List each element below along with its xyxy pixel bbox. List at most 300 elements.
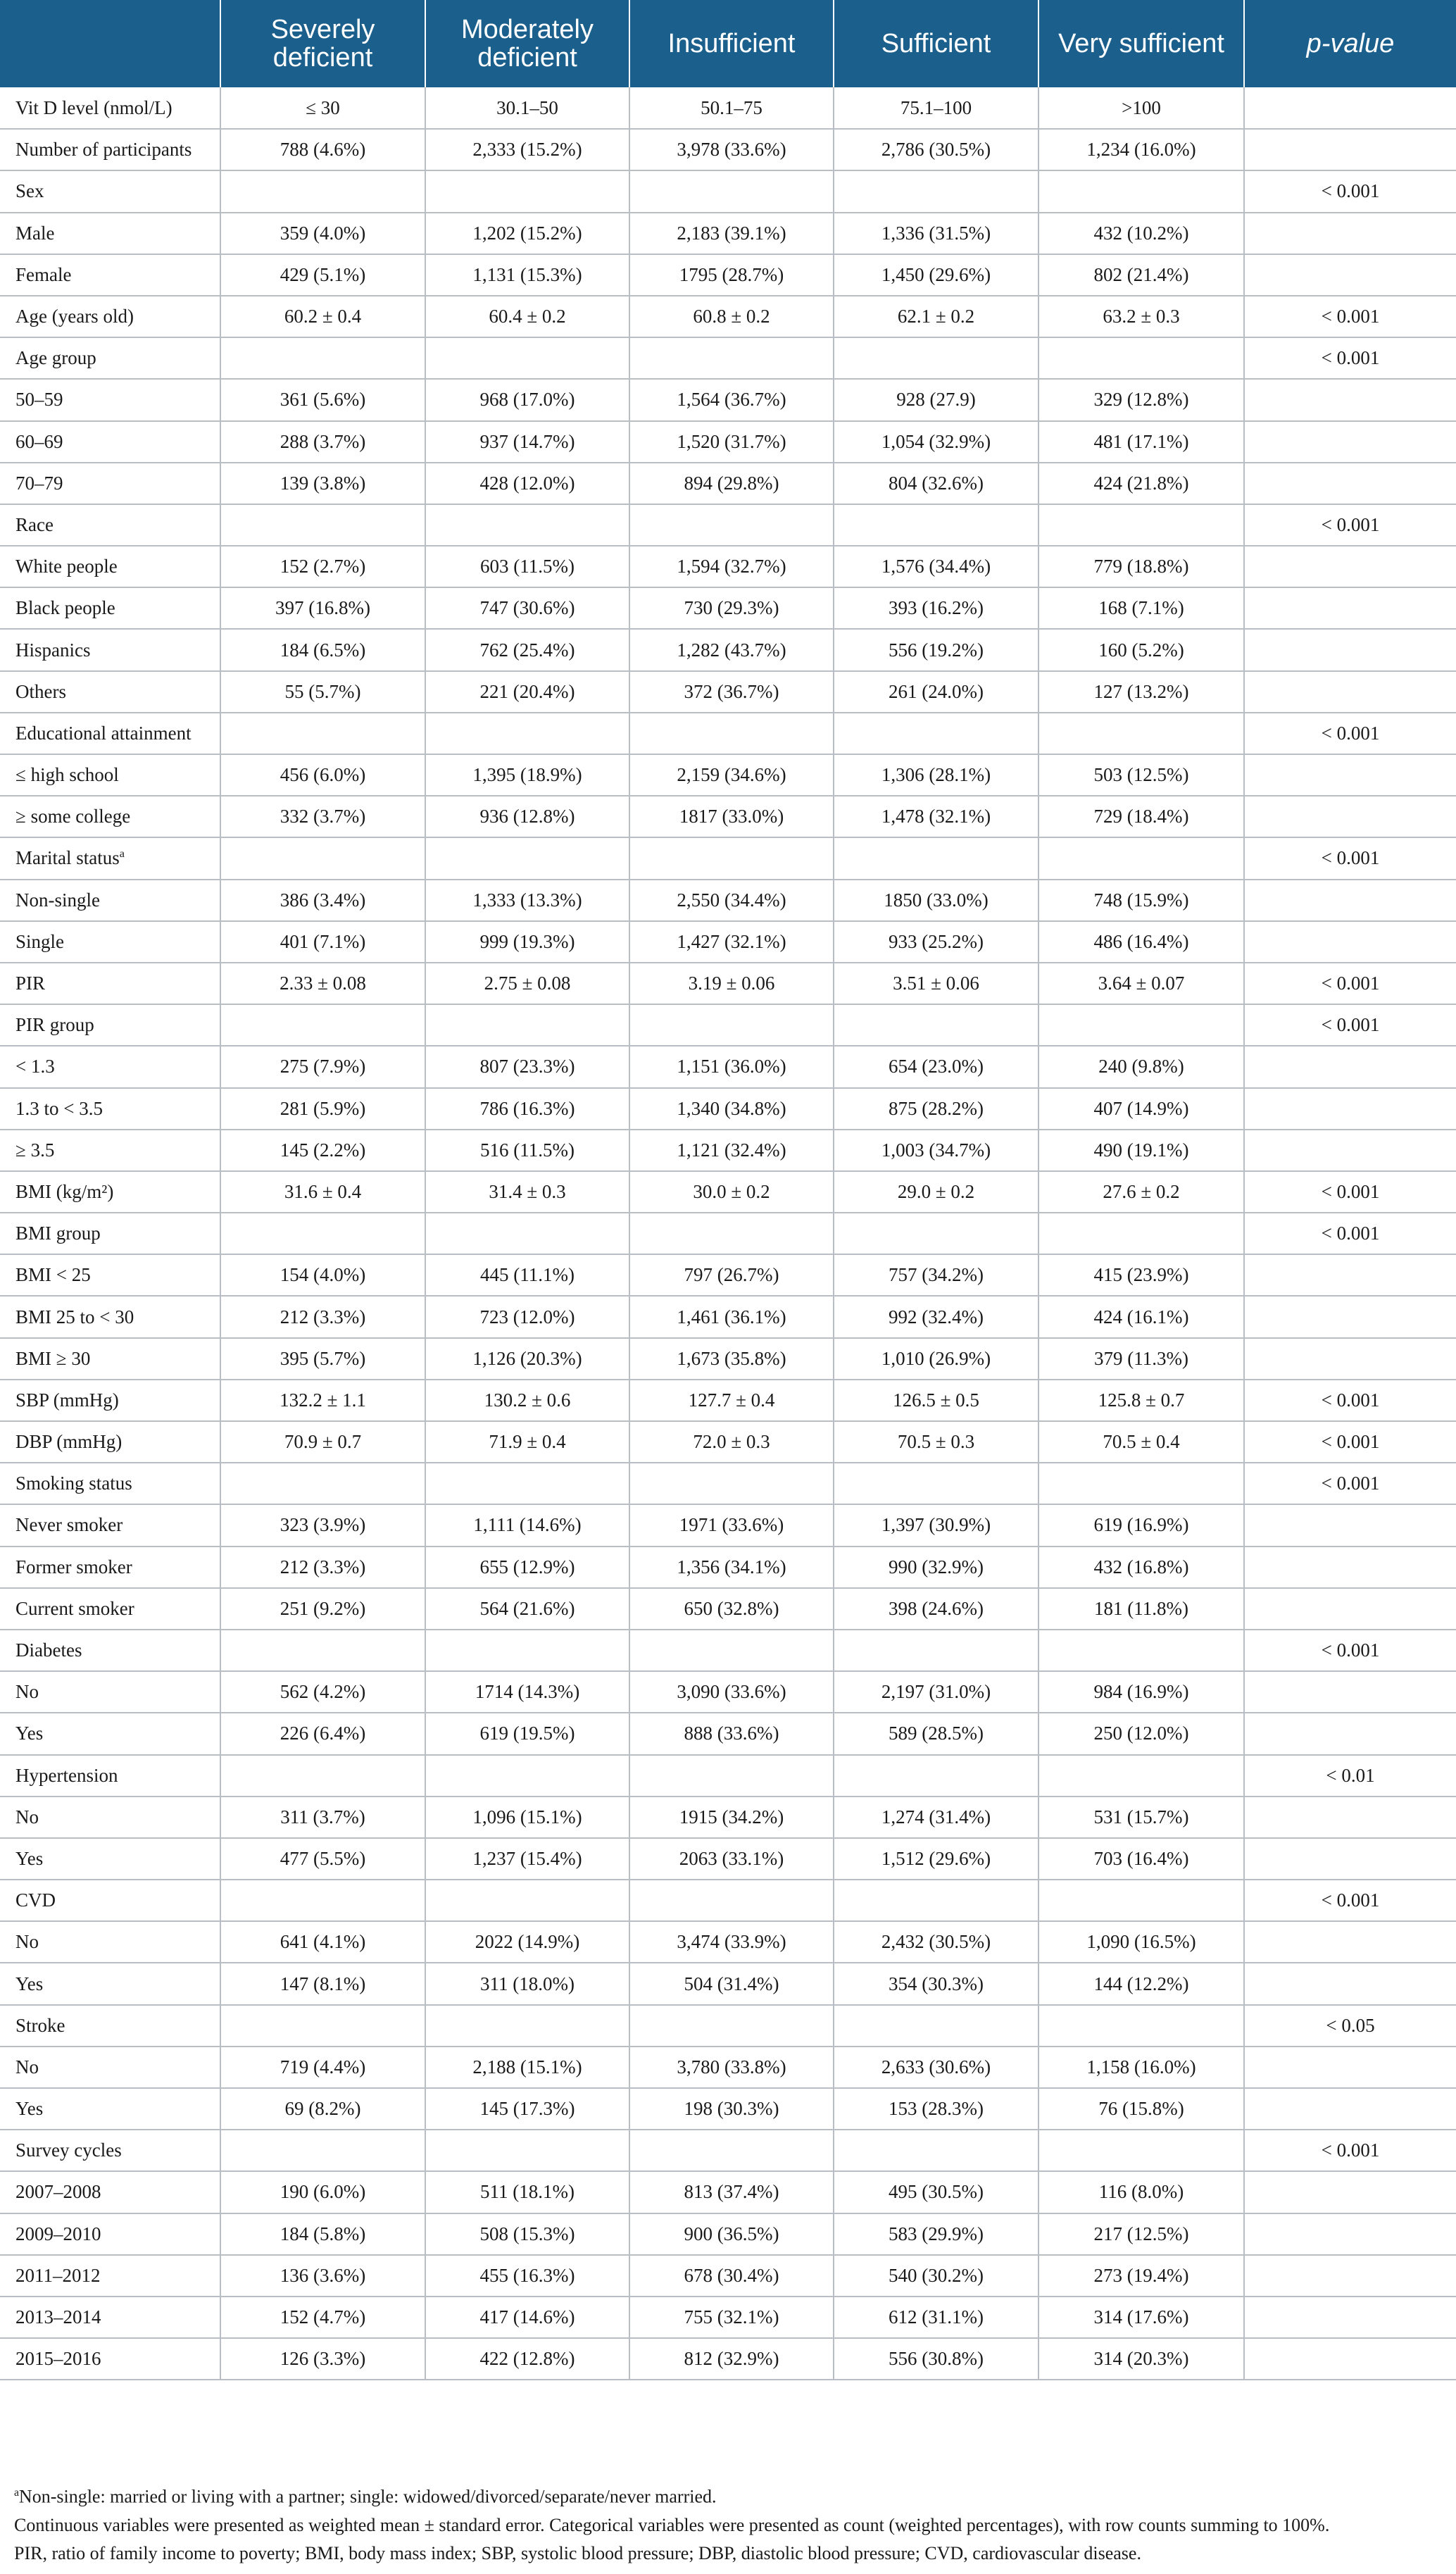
row-label: ≤ high school	[0, 754, 220, 796]
table-cell	[1244, 1838, 1456, 1880]
column-header-6: p-value	[1244, 0, 1456, 87]
table-cell	[220, 337, 425, 379]
table-cell: 27.6 ± 0.2	[1038, 1171, 1244, 1213]
table-cell: 968 (17.0%)	[425, 379, 629, 420]
table-cell	[1244, 1963, 1456, 2004]
table-cell: 813 (37.4%)	[629, 2171, 834, 2213]
table-cell: 359 (4.0%)	[220, 213, 425, 254]
table-cell: 181 (11.8%)	[1038, 1588, 1244, 1630]
table-cell	[425, 1630, 629, 1671]
table-cell: 275 (7.9%)	[220, 1046, 425, 1087]
table-cell: 212 (3.3%)	[220, 1547, 425, 1588]
table-cell: 75.1–100	[834, 87, 1038, 129]
row-label: ≥ 3.5	[0, 1130, 220, 1171]
table-cell: 395 (5.7%)	[220, 1338, 425, 1380]
table-cell: 1795 (28.7%)	[629, 254, 834, 296]
table-cell	[220, 2130, 425, 2171]
row-label: Single	[0, 921, 220, 963]
table-cell: 323 (3.9%)	[220, 1504, 425, 1546]
table-cell: 281 (5.9%)	[220, 1088, 425, 1130]
table-cell: 888 (33.6%)	[629, 1713, 834, 1754]
table-row	[0, 170, 1456, 212]
table-cell	[834, 337, 1038, 379]
table-cell	[425, 1880, 629, 1921]
table-cell: 650 (32.8%)	[629, 1588, 834, 1630]
table-cell: 116 (8.0%)	[1038, 2171, 1244, 2213]
table-cell: 76 (15.8%)	[1038, 2088, 1244, 2130]
table-row	[0, 2005, 1456, 2047]
table-row	[0, 1630, 1456, 1671]
table-cell	[1244, 921, 1456, 963]
table-cell: 1,450 (29.6%)	[834, 254, 1038, 296]
table-cell: < 0.001	[1244, 1463, 1456, 1504]
table-row	[0, 754, 1456, 796]
column-header-2: Moderately deficient	[425, 0, 629, 87]
table-cell	[834, 1880, 1038, 1921]
table-cell: 1,395 (18.9%)	[425, 754, 629, 796]
column-header-3: Insufficient	[629, 0, 834, 87]
table-cell: 70.5 ± 0.3	[834, 1421, 1038, 1463]
table-cell: 875 (28.2%)	[834, 1088, 1038, 1130]
table-cell	[425, 170, 629, 212]
table-cell	[1038, 2130, 1244, 2171]
table-cell: 2022 (14.9%)	[425, 1921, 629, 1963]
table-cell: 1,282 (43.7%)	[629, 629, 834, 670]
table-cell: 1,111 (14.6%)	[425, 1504, 629, 1546]
table-row	[0, 1755, 1456, 1797]
table-cell: 3,780 (33.8%)	[629, 2047, 834, 2088]
row-label: PIR	[0, 963, 220, 1004]
table-cell: 3,978 (33.6%)	[629, 129, 834, 170]
table-cell: 50.1–75	[629, 87, 834, 129]
row-label: Non-single	[0, 880, 220, 921]
row-label: 70–79	[0, 463, 220, 504]
table-cell: 153 (28.3%)	[834, 2088, 1038, 2130]
table-cell: 3,474 (33.9%)	[629, 1921, 834, 1963]
table-cell: 786 (16.3%)	[425, 1088, 629, 1130]
table-cell: 495 (30.5%)	[834, 2171, 1038, 2213]
table-row	[0, 921, 1456, 963]
table-cell: 2,188 (15.1%)	[425, 2047, 629, 2088]
table-cell: 168 (7.1%)	[1038, 587, 1244, 629]
row-label: < 1.3	[0, 1046, 220, 1087]
table-cell	[1244, 2213, 1456, 2255]
table-cell: 361 (5.6%)	[220, 379, 425, 420]
table-row	[0, 546, 1456, 587]
table-cell: 936 (12.8%)	[425, 796, 629, 837]
table-cell: < 0.001	[1244, 1171, 1456, 1213]
footnote-marital-text: Non-single: married or living with a partner; single: widowed/divorced/separate/never married.	[18, 2486, 717, 2507]
table-cell	[1244, 629, 1456, 670]
table-cell: 70.9 ± 0.7	[220, 1421, 425, 1463]
table-cell: 481 (17.1%)	[1038, 421, 1244, 463]
row-label: BMI < 25	[0, 1254, 220, 1296]
table-row	[0, 213, 1456, 254]
table-cell: 556 (30.8%)	[834, 2338, 1038, 2380]
table-cell: 432 (10.2%)	[1038, 213, 1244, 254]
table-cell: 1,673 (35.8%)	[629, 1338, 834, 1380]
table-cell	[1244, 796, 1456, 837]
table-cell: 136 (3.6%)	[220, 2255, 425, 2297]
table-cell: 311 (3.7%)	[220, 1797, 425, 1838]
table-cell: < 0.001	[1244, 1421, 1456, 1463]
table-cell: 127.7 ± 0.4	[629, 1380, 834, 1421]
table-cell: < 0.001	[1244, 1213, 1456, 1254]
table-cell: 804 (32.6%)	[834, 463, 1038, 504]
table-cell: 654 (23.0%)	[834, 1046, 1038, 1087]
table-cell	[1244, 2338, 1456, 2380]
table-row	[0, 129, 1456, 170]
table-cell	[629, 1213, 834, 1254]
row-label: Diabetes	[0, 1630, 220, 1671]
table-row	[0, 1213, 1456, 1254]
table-cell	[1038, 2005, 1244, 2047]
table-cell	[1244, 213, 1456, 254]
table-cell	[1244, 1547, 1456, 1588]
row-label: PIR group	[0, 1004, 220, 1046]
table-cell: 807 (23.3%)	[425, 1046, 629, 1087]
table-cell	[629, 2130, 834, 2171]
row-label: 2011–2012	[0, 2255, 220, 2297]
table-cell: 1,131 (15.3%)	[425, 254, 629, 296]
table-cell	[1244, 2047, 1456, 2088]
footnote-marital	[14, 2479, 1443, 2511]
table-cell: 398 (24.6%)	[834, 1588, 1038, 1630]
table-cell: 562 (4.2%)	[220, 1671, 425, 1713]
table-cell: 730 (29.3%)	[629, 587, 834, 629]
table-cell: 603 (11.5%)	[425, 546, 629, 587]
table-cell: 30.1–50	[425, 87, 629, 129]
table-cell	[1244, 1588, 1456, 1630]
table-cell: < 0.001	[1244, 1380, 1456, 1421]
table-cell: 2063 (33.1%)	[629, 1838, 834, 1880]
table-cell: 217 (12.5%)	[1038, 2213, 1244, 2255]
table-row	[0, 87, 1456, 129]
table-row	[0, 587, 1456, 629]
table-cell: 1,151 (36.0%)	[629, 1046, 834, 1087]
table-cell: 429 (5.1%)	[220, 254, 425, 296]
table-cell	[425, 1004, 629, 1046]
footnote-marker: a	[14, 2487, 19, 2499]
table-cell: 144 (12.2%)	[1038, 1963, 1244, 2004]
table-cell: 990 (32.9%)	[834, 1547, 1038, 1588]
table-cell: 984 (16.9%)	[1038, 1671, 1244, 1713]
table-cell: 2,197 (31.0%)	[834, 1671, 1038, 1713]
row-label: Survey cycles	[0, 2130, 220, 2171]
table-cell	[1038, 837, 1244, 879]
table-cell	[629, 1630, 834, 1671]
table-cell	[629, 1463, 834, 1504]
row-label: Male	[0, 213, 220, 254]
table-cell	[629, 1755, 834, 1797]
table-row	[0, 1838, 1456, 1880]
table-cell: 748 (15.9%)	[1038, 880, 1244, 921]
table-cell: 1,054 (32.9%)	[834, 421, 1038, 463]
column-header-1: Severely deficient	[220, 0, 425, 87]
table-cell: 69 (8.2%)	[220, 2088, 425, 2130]
table-cell: 190 (6.0%)	[220, 2171, 425, 2213]
table-cell: 1,333 (13.3%)	[425, 880, 629, 921]
table-cell: 762 (25.4%)	[425, 629, 629, 670]
table-cell: 2,159 (34.6%)	[629, 754, 834, 796]
table-cell	[629, 713, 834, 754]
table-cell: 1,427 (32.1%)	[629, 921, 834, 963]
table-cell	[1244, 1046, 1456, 1087]
table-cell: 332 (3.7%)	[220, 796, 425, 837]
table-cell: 894 (29.8%)	[629, 463, 834, 504]
table-cell: 2,633 (30.6%)	[834, 2047, 1038, 2088]
table-cell	[220, 1755, 425, 1797]
row-label: Hypertension	[0, 1755, 220, 1797]
table-cell: 619 (19.5%)	[425, 1713, 629, 1754]
table-cell	[1244, 754, 1456, 796]
table-row	[0, 337, 1456, 379]
table-row	[0, 1171, 1456, 1213]
row-label: Female	[0, 254, 220, 296]
table-row	[0, 254, 1456, 296]
table-cell: 1,234 (16.0%)	[1038, 129, 1244, 170]
table-cell: 29.0 ± 0.2	[834, 1171, 1038, 1213]
table-cell	[220, 2005, 425, 2047]
table-cell: 445 (11.1%)	[425, 1254, 629, 1296]
table-cell	[629, 337, 834, 379]
table-cell	[1244, 463, 1456, 504]
table-cell: 999 (19.3%)	[425, 921, 629, 963]
table-cell	[220, 837, 425, 879]
row-label: BMI ≥ 30	[0, 1338, 220, 1380]
table-row	[0, 2297, 1456, 2338]
table-cell: 2.33 ± 0.08	[220, 963, 425, 1004]
column-header-4: Sufficient	[834, 0, 1038, 87]
table-cell: 70.5 ± 0.4	[1038, 1421, 1244, 1463]
table-row	[0, 2130, 1456, 2171]
table-cell: 379 (11.3%)	[1038, 1338, 1244, 1380]
table-row	[0, 1547, 1456, 1588]
table-row	[0, 1130, 1456, 1171]
table-cell	[1038, 504, 1244, 546]
table-row	[0, 1046, 1456, 1087]
table-cell: 127 (13.2%)	[1038, 671, 1244, 713]
table-cell: 273 (19.4%)	[1038, 2255, 1244, 2297]
table-cell: 130.2 ± 0.6	[425, 1380, 629, 1421]
table-cell: < 0.001	[1244, 837, 1456, 879]
table-cell	[425, 504, 629, 546]
table-cell: < 0.001	[1244, 296, 1456, 337]
table-cell: 503 (12.5%)	[1038, 754, 1244, 796]
table-cell: 747 (30.6%)	[425, 587, 629, 629]
table-cell	[834, 2005, 1038, 2047]
table-cell	[1038, 337, 1244, 379]
table-cell: 933 (25.2%)	[834, 921, 1038, 963]
row-label: Stroke	[0, 2005, 220, 2047]
table-row	[0, 2255, 1456, 2297]
table-row	[0, 2171, 1456, 2213]
column-header-0	[0, 0, 220, 87]
table-cell	[834, 713, 1038, 754]
table-cell	[1244, 421, 1456, 463]
table-cell: 477 (5.5%)	[220, 1838, 425, 1880]
table-cell: 1971 (33.6%)	[629, 1504, 834, 1546]
table-cell: 797 (26.7%)	[629, 1254, 834, 1296]
table-cell: 1,564 (36.7%)	[629, 379, 834, 420]
table-cell	[425, 2130, 629, 2171]
table-cell	[1038, 1755, 1244, 1797]
table-row	[0, 837, 1456, 879]
row-label: 2015–2016	[0, 2338, 220, 2380]
table-cell: 401 (7.1%)	[220, 921, 425, 963]
table-cell	[1244, 1504, 1456, 1546]
table-cell	[1038, 1004, 1244, 1046]
row-label: Vit D level (nmol/L)	[0, 87, 220, 129]
table-cell: 154 (4.0%)	[220, 1254, 425, 1296]
table-cell	[425, 1755, 629, 1797]
table-cell: 1,090 (16.5%)	[1038, 1921, 1244, 1963]
table-cell: 221 (20.4%)	[425, 671, 629, 713]
table-cell: 311 (18.0%)	[425, 1963, 629, 2004]
table-cell	[1244, 2088, 1456, 2130]
table-cell: 511 (18.1%)	[425, 2171, 629, 2213]
row-label: SBP (mmHg)	[0, 1380, 220, 1421]
table-cell: 251 (9.2%)	[220, 1588, 425, 1630]
table-cell: 1,520 (31.7%)	[629, 421, 834, 463]
table-cell: 314 (20.3%)	[1038, 2338, 1244, 2380]
table-header-row	[0, 0, 1456, 87]
row-label: Black people	[0, 587, 220, 629]
row-label: Former smoker	[0, 1547, 220, 1588]
table-cell	[834, 504, 1038, 546]
table-cell: < 0.001	[1244, 1004, 1456, 1046]
table-cell: 641 (4.1%)	[220, 1921, 425, 1963]
table-cell: 160 (5.2%)	[1038, 629, 1244, 670]
table-cell: 779 (18.8%)	[1038, 546, 1244, 587]
table-cell: 139 (3.8%)	[220, 463, 425, 504]
table-cell: 788 (4.6%)	[220, 129, 425, 170]
table-body	[0, 87, 1456, 2380]
table-cell: 31.4 ± 0.3	[425, 1171, 629, 1213]
table-row	[0, 2213, 1456, 2255]
table-cell: 1,121 (32.4%)	[629, 1130, 834, 1171]
table-cell	[1038, 1880, 1244, 1921]
row-label: Age (years old)	[0, 296, 220, 337]
table-cell: 428 (12.0%)	[425, 463, 629, 504]
table-cell	[1244, 1254, 1456, 1296]
table-cell: 145 (2.2%)	[220, 1130, 425, 1171]
table-cell	[834, 1004, 1038, 1046]
table-cell: 540 (30.2%)	[834, 2255, 1038, 2297]
table-cell: < 0.001	[1244, 713, 1456, 754]
table-cell	[629, 170, 834, 212]
table-cell: 456 (6.0%)	[220, 754, 425, 796]
table-row	[0, 1671, 1456, 1713]
table-cell	[1038, 713, 1244, 754]
row-label: Others	[0, 671, 220, 713]
footnote-stats: Continuous variables were presented as weighted mean ± standard error. Categorical variables were presented as count (weighted percentages), with row counts summing to 100%.	[14, 2514, 1330, 2535]
table-cell: 354 (30.3%)	[834, 1963, 1038, 2004]
table-cell	[1244, 587, 1456, 629]
table-cell: 1,461 (36.1%)	[629, 1296, 834, 1337]
table-cell	[425, 1213, 629, 1254]
table-cell	[425, 713, 629, 754]
table-cell: 1,274 (31.4%)	[834, 1797, 1038, 1838]
table-footnotes	[14, 2479, 1443, 2568]
table-row	[0, 1880, 1456, 1921]
table-cell	[834, 1630, 1038, 1671]
table-cell: 424 (16.1%)	[1038, 1296, 1244, 1337]
table-cell: < 0.001	[1244, 504, 1456, 546]
table-cell	[834, 170, 1038, 212]
table-cell: 564 (21.6%)	[425, 1588, 629, 1630]
table-cell: 992 (32.4%)	[834, 1296, 1038, 1337]
table-row	[0, 2047, 1456, 2088]
table-cell: 386 (3.4%)	[220, 880, 425, 921]
table-row	[0, 1713, 1456, 1754]
table-cell	[1244, 1130, 1456, 1171]
table-cell: < 0.001	[1244, 1880, 1456, 1921]
table-cell: 1,340 (34.8%)	[629, 1088, 834, 1130]
table-row	[0, 2088, 1456, 2130]
table-cell	[1244, 1088, 1456, 1130]
table-row	[0, 463, 1456, 504]
table-row	[0, 296, 1456, 337]
table-cell: 2,183 (39.1%)	[629, 213, 834, 254]
row-label: Hispanics	[0, 629, 220, 670]
table-cell: 589 (28.5%)	[834, 1713, 1038, 1754]
table-cell: 415 (23.9%)	[1038, 1254, 1244, 1296]
row-label: 2013–2014	[0, 2297, 220, 2338]
table-row	[0, 1504, 1456, 1546]
marital-footnote-marker: a	[119, 847, 125, 861]
row-label: No	[0, 1671, 220, 1713]
table-cell: 812 (32.9%)	[629, 2338, 834, 2380]
table-cell	[425, 337, 629, 379]
table-cell: 1,478 (32.1%)	[834, 796, 1038, 837]
table-cell	[220, 170, 425, 212]
table-cell	[834, 1755, 1038, 1797]
table-cell: 31.6 ± 0.4	[220, 1171, 425, 1213]
table-cell: 198 (30.3%)	[629, 2088, 834, 2130]
table-cell: 703 (16.4%)	[1038, 1838, 1244, 1880]
table-cell: < 0.001	[1244, 2130, 1456, 2171]
table-cell: 1714 (14.3%)	[425, 1671, 629, 1713]
table-cell: 184 (6.5%)	[220, 629, 425, 670]
table-cell: 3.51 ± 0.06	[834, 963, 1038, 1004]
table-cell: 30.0 ± 0.2	[629, 1171, 834, 1213]
table-cell: 723 (12.0%)	[425, 1296, 629, 1337]
table-cell: 1,010 (26.9%)	[834, 1338, 1038, 1380]
table-cell: 71.9 ± 0.4	[425, 1421, 629, 1463]
row-label: Race	[0, 504, 220, 546]
row-label: Number of participants	[0, 129, 220, 170]
table-cell: 3,090 (33.6%)	[629, 1671, 834, 1713]
table-cell: 900 (36.5%)	[629, 2213, 834, 2255]
table-cell	[220, 1004, 425, 1046]
table-cell	[1244, 1296, 1456, 1337]
table-cell: 2,333 (15.2%)	[425, 129, 629, 170]
table-cell: 531 (15.7%)	[1038, 1797, 1244, 1838]
table-cell: 719 (4.4%)	[220, 2047, 425, 2088]
table-cell: 126.5 ± 0.5	[834, 1380, 1038, 1421]
table-row	[0, 1338, 1456, 1380]
table-row	[0, 504, 1456, 546]
table-cell: >100	[1038, 87, 1244, 129]
table-cell	[220, 1630, 425, 1671]
table-cell	[1244, 2255, 1456, 2297]
table-cell	[629, 837, 834, 879]
table-cell: 417 (14.6%)	[425, 2297, 629, 2338]
table-row	[0, 1088, 1456, 1130]
table-cell: 288 (3.7%)	[220, 421, 425, 463]
table-cell: 1,237 (15.4%)	[425, 1838, 629, 1880]
